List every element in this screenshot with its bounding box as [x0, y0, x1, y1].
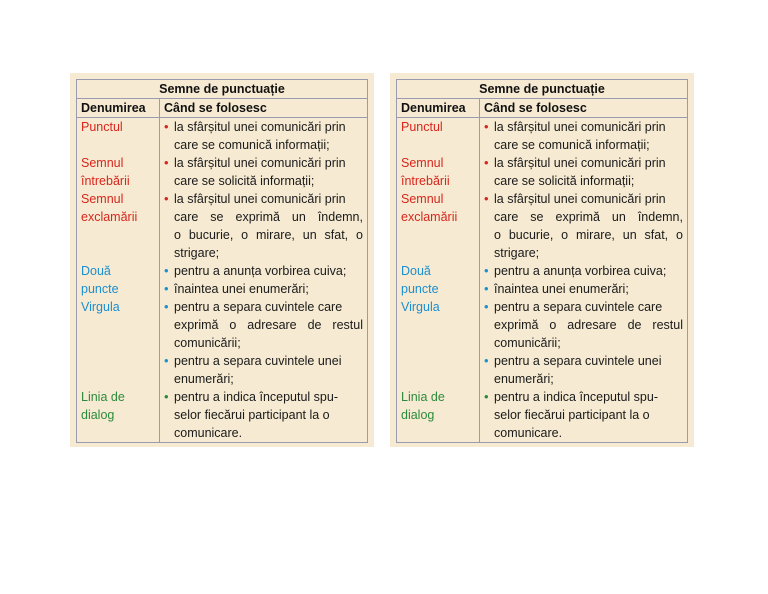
name-semnul-intrebarii-2: întrebării	[81, 174, 130, 188]
bullet-icon: •	[484, 299, 489, 314]
name-linia-de-dialog-1: Linia de	[401, 390, 445, 404]
name-doua-puncte-2: puncte	[401, 282, 439, 296]
uses-cell	[480, 118, 688, 443]
use-line: exprimă o adresare de restul	[494, 318, 683, 332]
use-line: o bucurie, o mirare, un sfat, o	[494, 228, 683, 242]
punctuation-table	[396, 79, 688, 443]
use-line: exprimă o adresare de restul	[174, 318, 363, 332]
use-line: care se exprimă un îndemn,	[494, 210, 683, 224]
bullet-icon: •	[484, 119, 489, 134]
use-line: o bucurie, o mirare, un sfat, o	[174, 228, 363, 242]
bullet-icon: •	[164, 281, 169, 296]
bullet-icon: •	[164, 155, 169, 170]
punctuation-table	[76, 79, 368, 443]
use-item: • la sfârșitul unei comunicări prin	[484, 119, 666, 134]
uses-cell	[160, 118, 368, 443]
use-line: enumerări;	[174, 372, 234, 386]
use-line: strigare;	[494, 246, 540, 260]
use-line: comunicare.	[494, 426, 563, 440]
use-item: • la sfârșitul unei comunicări prin	[164, 155, 346, 170]
names-cell	[77, 118, 160, 443]
bullet-icon: •	[484, 191, 489, 206]
bullet-icon: •	[484, 281, 489, 296]
punctuation-card-left	[70, 73, 374, 447]
use-item: • pentru a indica începutul spu-	[484, 389, 658, 404]
bullet-icon: •	[164, 389, 169, 404]
name-virgula: Virgula	[401, 300, 440, 314]
bullet-icon: •	[164, 353, 169, 368]
use-item: • pentru a anunța vorbirea cuiva;	[484, 263, 667, 278]
use-line: care se solicită informații;	[174, 174, 315, 188]
table-title: Semne de punctuație	[397, 80, 688, 99]
use-line: care se solicită informații;	[494, 174, 635, 188]
table-title: Semne de punctuație	[77, 80, 368, 99]
use-line: care se comunică informații;	[494, 138, 650, 152]
name-punctul: Punctul	[81, 120, 123, 134]
column-header-name: Denumirea	[397, 99, 480, 118]
use-item: • la sfârșitul unei comunicări prin	[484, 191, 666, 206]
use-item: • pentru a anunța vorbirea cuiva;	[164, 263, 347, 278]
name-doua-puncte-2: puncte	[81, 282, 119, 296]
use-line: care se comunică informații;	[174, 138, 330, 152]
bullet-icon: •	[484, 155, 489, 170]
name-semnul-exclamarii-2: exclamării	[81, 210, 138, 224]
name-linia-de-dialog-1: Linia de	[81, 390, 125, 404]
use-line: comunicare.	[174, 426, 243, 440]
use-item: • pentru a indica începutul spu-	[164, 389, 338, 404]
use-item: • la sfârșitul unei comunicări prin	[164, 191, 346, 206]
punctuation-card-right	[390, 73, 694, 447]
bullet-icon: •	[484, 353, 489, 368]
use-line: enumerări;	[494, 372, 554, 386]
bullet-icon: •	[484, 389, 489, 404]
use-item: • înaintea unei enumerări;	[484, 281, 629, 296]
use-item: • pentru a separa cuvintele unei	[484, 353, 662, 368]
name-linia-de-dialog-2: dialog	[81, 408, 115, 422]
name-semnul-exclamarii-1: Semnul	[401, 192, 444, 206]
use-line: selor fiecărui participant la o	[174, 408, 330, 422]
bullet-icon: •	[164, 191, 169, 206]
name-semnul-intrebarii-2: întrebării	[401, 174, 450, 188]
names-cell	[397, 118, 480, 443]
name-semnul-intrebarii-1: Semnul	[401, 156, 444, 170]
bullet-icon: •	[484, 263, 489, 278]
column-header-use: Când se folosesc	[480, 99, 688, 118]
name-semnul-exclamarii-2: exclamării	[401, 210, 458, 224]
use-item: • la sfârșitul unei comunicări prin	[164, 119, 346, 134]
use-item: • la sfârșitul unei comunicări prin	[484, 155, 666, 170]
name-linia-de-dialog-2: dialog	[401, 408, 435, 422]
name-doua-puncte-1: Două	[81, 264, 111, 278]
use-line: selor fiecărui participant la o	[494, 408, 650, 422]
column-header-name: Denumirea	[77, 99, 160, 118]
bullet-icon: •	[164, 119, 169, 134]
bullet-icon: •	[164, 263, 169, 278]
bullet-icon: •	[164, 299, 169, 314]
name-semnul-intrebarii-1: Semnul	[81, 156, 124, 170]
use-item: • pentru a separa cuvintele care	[164, 299, 343, 314]
use-line: strigare;	[174, 246, 220, 260]
use-line: comunicării;	[174, 336, 241, 350]
name-doua-puncte-1: Două	[401, 264, 431, 278]
column-header-use: Când se folosesc	[160, 99, 368, 118]
use-item: • pentru a separa cuvintele unei	[164, 353, 342, 368]
use-item: • pentru a separa cuvintele care	[484, 299, 663, 314]
use-line: care se exprimă un îndemn,	[174, 210, 363, 224]
use-line: comunicării;	[494, 336, 561, 350]
name-punctul: Punctul	[401, 120, 443, 134]
name-virgula: Virgula	[81, 300, 120, 314]
use-item: • înaintea unei enumerări;	[164, 281, 309, 296]
name-semnul-exclamarii-1: Semnul	[81, 192, 124, 206]
